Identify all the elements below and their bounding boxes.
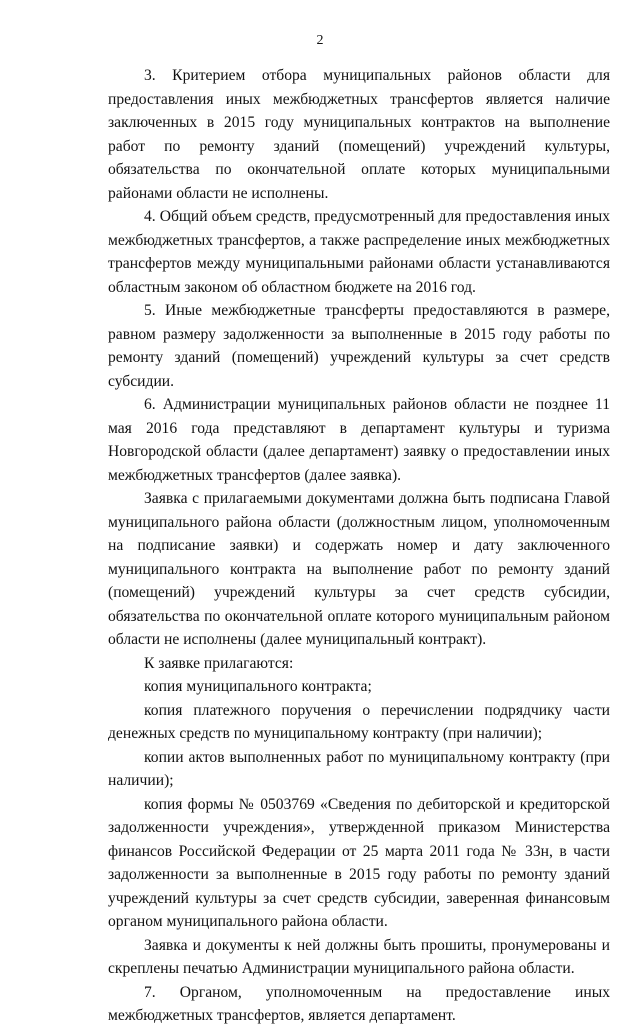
list-item-payment-order: копия платежного поручения о перечислении подрядчику части денежных средств по муниципальному контракту (при наличии);: [108, 701, 610, 742]
paragraph-application-signature: Заявка с прилагаемыми документами должна быть подписана Главой муниципального района области (должностным лицом, уполномоченным на подписание заявки) и содержать номер и дату заключенного муниципального контракта на выполнение работ по ремонту зданий (помещений) учреждений культуры за счет средств субсидии, обязательства по окончательной оплате которого муниципальным районом области не исполнены (далее муниципальный контракт).: [108, 490, 610, 648]
paragraph-application-deadline: 6. Администрации муниципальных районов области не позднее 11 мая 2016 года представляют в департамент культуры и туризма Новгородской области (далее департамент) заявку о предоставлении иных межбюджетных трансфертов (далее заявка).: [108, 396, 610, 484]
document-body: [108, 64, 610, 1028]
paragraph-authorized-body: 7. Органом, уполномоченным на предоставление иных межбюджетных трансфертов, является департамент.: [108, 983, 610, 1024]
paragraph-attachments-intro: К заявке прилагаются:: [144, 654, 294, 672]
list-item-work-acts: копии актов выполненных работ по муниципальному контракту (при наличии);: [108, 748, 610, 789]
paragraph-criteria: 3. Критерием отбора муниципальных районов области для предоставления иных межбюджетных трансфертов является наличие заключенных в 2015 году муниципальных контрактов на выполнение работ по ремонту зданий (помещений) учреждений культуры, обязательства по окончательной оплате которых муниципальными районами области не исполнены.: [108, 67, 610, 202]
paragraph-binding-requirements: Заявка и документы к ней должны быть прошиты, пронумерованы и скреплены печатью Администрации муниципального района области.: [108, 936, 610, 977]
paragraph-total-volume: 4. Общий объем средств, предусмотренный для предоставления иных межбюджетных трансфертов, а также распределение иных межбюджетных трансфертов между муниципальными районами области устанавливаются областным законом об областном бюджете на 2016 год.: [108, 208, 610, 296]
page-number: 2: [316, 33, 324, 48]
list-item-contract-copy: копия муниципального контракта;: [144, 678, 372, 695]
list-item-form-0503769: копия формы № 0503769 «Сведения по дебиторской и кредиторской задолженности учреждения», утвержденной приказом Министерства финансов Российской Федерации от 25 марта 2011 года № 33н, в части задолженности за выполненные в 2015 году работы по ремонту зданий учреждений культуры за счет средств субсидии, заверенная финансовым органом муниципального района области.: [108, 795, 610, 930]
paragraph-transfer-amount: 5. Иные межбюджетные трансферты предоставляются в размере, равном размеру задолженности за выполненные в 2015 году работы по ремонту зданий (помещений) учреждений культуры за счет средств субсидии.: [108, 302, 610, 390]
